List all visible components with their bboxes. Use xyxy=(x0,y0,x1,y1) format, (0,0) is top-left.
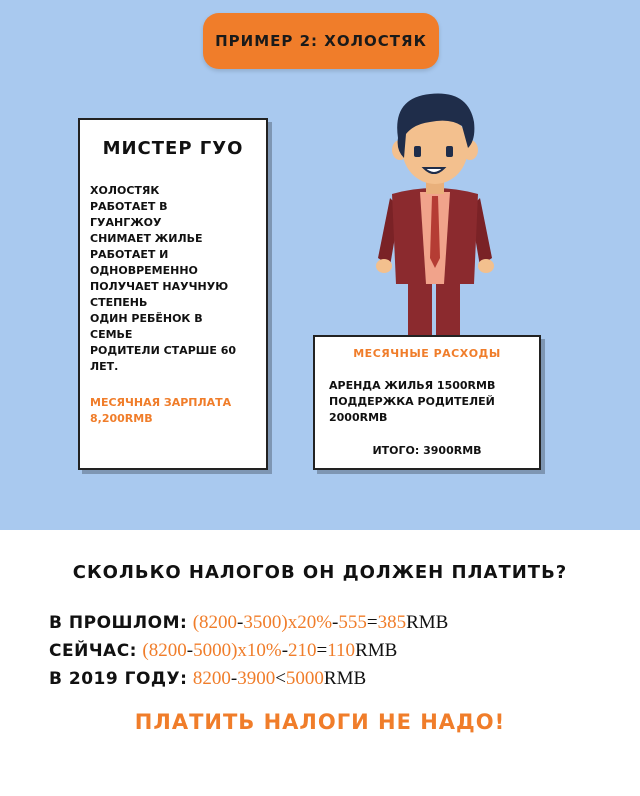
tax-row-now xyxy=(49,640,397,662)
formula-part: - xyxy=(332,612,339,633)
formula-part: 110 xyxy=(327,640,356,661)
formula-part: ( xyxy=(142,640,149,661)
salary-block xyxy=(90,395,256,427)
tax-question: СКОЛЬКО НАЛОГОВ ОН ДОЛЖЕН ПЛАТИТЬ? xyxy=(72,562,568,583)
expenses-card xyxy=(313,335,541,470)
profile-card xyxy=(78,118,268,470)
formula-part: RMB xyxy=(355,640,398,661)
left-hand xyxy=(376,259,392,273)
tax-row-label: В ПРОШЛОМ: xyxy=(49,613,188,633)
profile-line: ЛЕТ. xyxy=(90,360,119,373)
expenses-title: МЕСЯЧНЫЕ РАСХОДЫ xyxy=(353,347,501,360)
right-hand xyxy=(478,259,494,273)
profile-name: МИСТЕР ГУО xyxy=(102,138,244,159)
formula-part: 210 xyxy=(288,640,317,661)
tax-row-label: СЕЙЧАС: xyxy=(49,641,137,661)
formula-part: 5000 xyxy=(285,668,324,689)
example-title: ПРИМЕР 2: ХОЛОСТЯК xyxy=(215,32,427,50)
formula-part: < xyxy=(275,668,286,689)
formula-part: )x xyxy=(231,640,247,661)
formula-part: - xyxy=(281,640,289,661)
formula-part: 3500 xyxy=(243,612,282,633)
profile-line: РАБОТАЕТ В xyxy=(90,200,168,213)
formula-part: - xyxy=(230,668,238,689)
formula-part: RMB xyxy=(323,668,367,689)
formula-part: - xyxy=(237,612,244,633)
profile-line: РОДИТЕЛИ СТАРШЕ 60 xyxy=(90,344,236,357)
profile-line: СЕМЬЕ xyxy=(90,328,133,341)
profile-line: ГУАНГЖОУ xyxy=(90,216,162,229)
formula-part: 3900 xyxy=(237,668,276,689)
tax-formula xyxy=(193,668,366,689)
tax-panel xyxy=(0,530,640,796)
formula-part: = xyxy=(316,640,328,661)
expense-line: АРЕНДА ЖИЛЬЯ 1500RMB xyxy=(329,379,496,392)
example-title-badge xyxy=(203,13,439,69)
expenses-list xyxy=(329,378,525,426)
tax-conclusion: ПЛАТИТЬ НАЛОГИ НЕ НАДО! xyxy=(134,710,506,734)
formula-part: 555 xyxy=(338,612,367,633)
formula-part: 10% xyxy=(246,640,282,661)
profile-line: ПОЛУЧАЕТ НАУЧНУЮ xyxy=(90,280,229,293)
profile-description xyxy=(90,183,256,375)
formula-part: )x xyxy=(281,612,298,633)
formula-part: 5000 xyxy=(193,640,232,661)
formula-part: = xyxy=(366,612,378,633)
profile-line: СТЕПЕНЬ xyxy=(90,296,148,309)
salary-value: 8,200RMB xyxy=(90,412,153,425)
tax-row-label: В 2019 ГОДУ: xyxy=(49,669,188,689)
left-eye xyxy=(414,146,421,157)
formula-part: RMB xyxy=(406,612,449,633)
profile-line: ХОЛОСТЯК xyxy=(90,184,160,197)
formula-part: 8200 xyxy=(148,640,187,661)
right-eye xyxy=(446,146,453,157)
profile-line: РАБОТАЕТ И xyxy=(90,248,169,261)
profile-line: СНИМАЕТ ЖИЛЬЕ xyxy=(90,232,203,245)
formula-part: ( xyxy=(192,612,200,633)
profile-line: ОДИН РЕБЁНОК В xyxy=(90,312,203,325)
tax-row-2019 xyxy=(49,668,366,690)
tax-formula xyxy=(142,640,397,661)
formula-part: 8200 xyxy=(192,668,231,689)
expense-line: 2000RMB xyxy=(329,411,388,424)
expense-line: ПОДДЕРЖКА РОДИТЕЛЕЙ xyxy=(329,395,495,408)
tax-row-past xyxy=(49,612,448,634)
formula-part: - xyxy=(186,640,194,661)
salary-label: МЕСЯЧНАЯ ЗАРПЛАТА xyxy=(90,396,232,409)
formula-part: 20% xyxy=(297,612,333,633)
profile-line: ОДНОВРЕМЕННО xyxy=(90,264,198,277)
man-illustration xyxy=(370,88,500,338)
formula-part: 385 xyxy=(377,612,407,633)
tax-formula xyxy=(193,612,449,633)
formula-part: 8200 xyxy=(199,612,238,633)
expenses-total: ИТОГО: 3900RMB xyxy=(372,444,482,457)
